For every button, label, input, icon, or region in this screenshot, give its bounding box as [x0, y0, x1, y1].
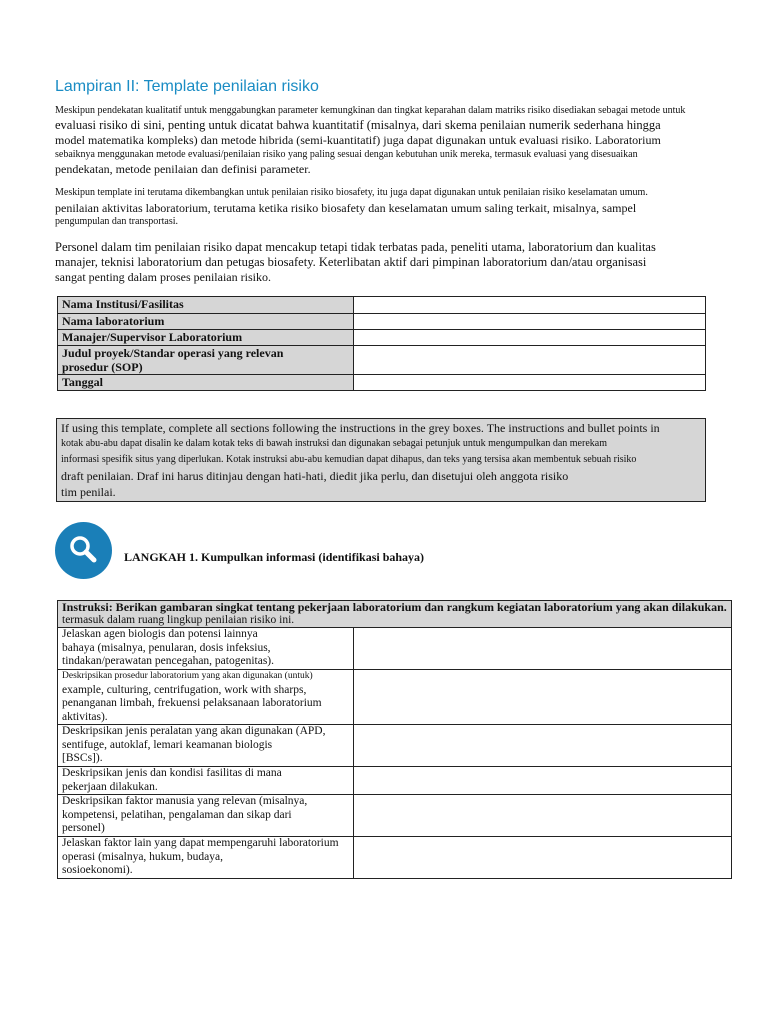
label-line: Deskripsikan jenis dan kondisi fasilitas di mana: [62, 767, 282, 779]
para-line: sangat penting dalam proses penilaian risiko.: [55, 270, 271, 284]
facility-conditions-label: [58, 767, 354, 795]
date-field[interactable]: [354, 375, 706, 391]
para-line: Personel dalam tim penilaian risiko dapat mencakup tetapi tidak terbatas pada, peneliti utama, laboratorium dan kualitas: [55, 240, 656, 254]
lab-procedures-label: [58, 670, 354, 725]
label-line: Deskripsikan faktor manusia yang relevan (misalnya,: [62, 795, 308, 807]
label-line: example, culturing, centrifugation, work with sharps,: [62, 683, 307, 696]
project-title-field[interactable]: [354, 346, 706, 375]
table-row: [58, 767, 732, 795]
label-line: tindakan/perawatan pencegahan, patogenitas).: [62, 655, 275, 667]
label-line: pekerjaan dilakukan.: [62, 780, 158, 793]
human-factors-label: [58, 795, 354, 837]
table-row: [58, 346, 706, 375]
instruction-line: If using this template, complete all sections following the instructions in the grey boxes. The instructions and bullet points in: [61, 421, 660, 435]
label-line: sentifuge, autoklaf, lemari keamanan biologis: [62, 738, 273, 751]
instruction-box: [56, 418, 706, 502]
lab-name-field[interactable]: [354, 314, 706, 330]
biological-agents-label: [58, 628, 354, 670]
step-1-table: [57, 600, 732, 879]
facility-name-field[interactable]: [354, 297, 706, 314]
biological-agents-field[interactable]: [354, 628, 732, 670]
table-row: [58, 314, 706, 330]
intro-paragraph-2: [55, 185, 745, 228]
project-title-label: [58, 346, 354, 375]
para-line: pendekatan, metode penilaian dan definisi parameter.: [55, 162, 311, 176]
label-line: Deskripsikan prosedur laboratorium yang akan digunakan (untuk): [62, 671, 313, 681]
other-factors-label: [58, 837, 354, 879]
header-line: Instruksi: Berikan gambaran singkat tentang pekerjaan laboratorium dan rangkum kegiatan laboratorium yang akan dilakukan.: [62, 600, 727, 614]
page-title: Lampiran II: Template penilaian risiko: [55, 78, 319, 95]
other-factors-field[interactable]: [354, 837, 732, 879]
magnifier-icon: [55, 522, 112, 579]
facility-name-label: Nama Institusi/Fasilitas: [58, 297, 354, 314]
instruction-line: kotak abu-abu dapat disalin ke dalam kotak teks di bawah instruksi dan digunakan sebagai petunjuk untuk mengumpulkan dan merekam: [61, 438, 607, 449]
label-line: Judul proyek/Standar operasi yang relevan: [62, 346, 284, 360]
label-line: sosioekonomi).: [62, 864, 133, 876]
intro-paragraph-1: [55, 103, 745, 177]
label-line: Jelaskan faktor lain yang dapat mempengaruhi laboratorium: [62, 837, 339, 849]
facility-conditions-field[interactable]: [354, 767, 732, 795]
instruction-line: informasi spesifik situs yang diperlukan. Kotak instruksi abu-abu kemudian dapat dihapus, dan teks yang tersisa akan membentuk sebuah risiko: [61, 454, 637, 465]
label-line: prosedur (SOP): [62, 360, 143, 374]
label-line: kompetensi, pelatihan, pengalaman dan sikap dari: [62, 808, 292, 821]
equipment-label: [58, 725, 354, 767]
para-line: model matematika kompleks) dan metode hibrida (semi-kuantitatif) juga dapat digunakan untuk evaluasi risiko. Laboratorium: [55, 133, 661, 147]
table-row: [58, 330, 706, 346]
label-line: operasi (misalnya, hukum, budaya,: [62, 850, 223, 863]
intro-paragraph-3: [55, 240, 745, 285]
table-row: [58, 628, 732, 670]
para-line: Meskipun pendekatan kualitatif untuk menggabungkan parameter kemungkinan dan tingkat keparahan dalam matriks risiko disediakan sebagai metode untuk: [55, 105, 686, 116]
table-row: [58, 601, 732, 628]
step-1-instructions: [58, 601, 732, 628]
label-line: bahaya (misalnya, penularan, dosis infeksius,: [62, 641, 271, 654]
lab-procedures-field[interactable]: [354, 670, 732, 725]
para-line: penilaian aktivitas laboratorium, terutama ketika risiko biosafety dan keselamatan umum saling terkait, misalnya, sampel: [55, 201, 637, 215]
table-row: [58, 725, 732, 767]
header-line: termasuk dalam ruang lingkup penilaian risiko ini.: [62, 614, 295, 626]
table-row: [58, 297, 706, 314]
facility-info-table: [57, 296, 706, 391]
label-line: Jelaskan agen biologis dan potensi lainnya: [62, 628, 258, 640]
para-line: Meskipun template ini terutama dikembangkan untuk penilaian risiko biosafety, itu juga dapat digunakan untuk penilaian risiko keselamatan umum.: [55, 187, 648, 198]
table-row: [58, 375, 706, 391]
table-row: [58, 670, 732, 725]
para-line: pengumpulan dan transportasi.: [55, 216, 179, 227]
para-line: evaluasi risiko di sini, penting untuk dicatat bahwa kuantitatif (misalnya, dari skema penilaian numerik sederhana hingga: [55, 118, 661, 132]
label-line: Deskripsikan jenis peralatan yang akan digunakan (APD,: [62, 725, 326, 737]
label-line: personel): [62, 822, 105, 834]
table-row: [58, 795, 732, 837]
label-line: penanganan limbah, frekuensi pelaksanaan laboratorium: [62, 697, 322, 709]
step-1-title: LANGKAH 1. Kumpulkan informasi (identifikasi bahaya): [124, 550, 425, 564]
lab-name-label: Nama laboratorium: [58, 314, 354, 330]
para-line: sebaiknya menggunakan metode evaluasi/penilaian risiko yang paling sesuai dengan kebutuhan unik mereka, termasuk evaluasi yang disesuaikan: [55, 149, 638, 160]
lab-manager-label: Manajer/Supervisor Laboratorium: [58, 330, 354, 346]
instruction-line: draft penilaian. Draf ini harus ditinjau dengan hati-hati, diedit jika perlu, dan disetujui oleh anggota risiko: [61, 469, 569, 483]
human-factors-field[interactable]: [354, 795, 732, 837]
equipment-field[interactable]: [354, 725, 732, 767]
date-label: Tanggal: [58, 375, 354, 391]
instruction-line: tim penilai.: [61, 485, 116, 499]
para-line: manajer, teknisi laboratorium dan petugas biosafety. Keterlibatan aktif dari pimpinan laboratorium dan/atau organisasi: [55, 255, 647, 269]
label-line: [BSCs]).: [62, 752, 103, 764]
table-row: [58, 837, 732, 879]
label-line: aktivitas).: [62, 710, 108, 723]
lab-manager-field[interactable]: [354, 330, 706, 346]
